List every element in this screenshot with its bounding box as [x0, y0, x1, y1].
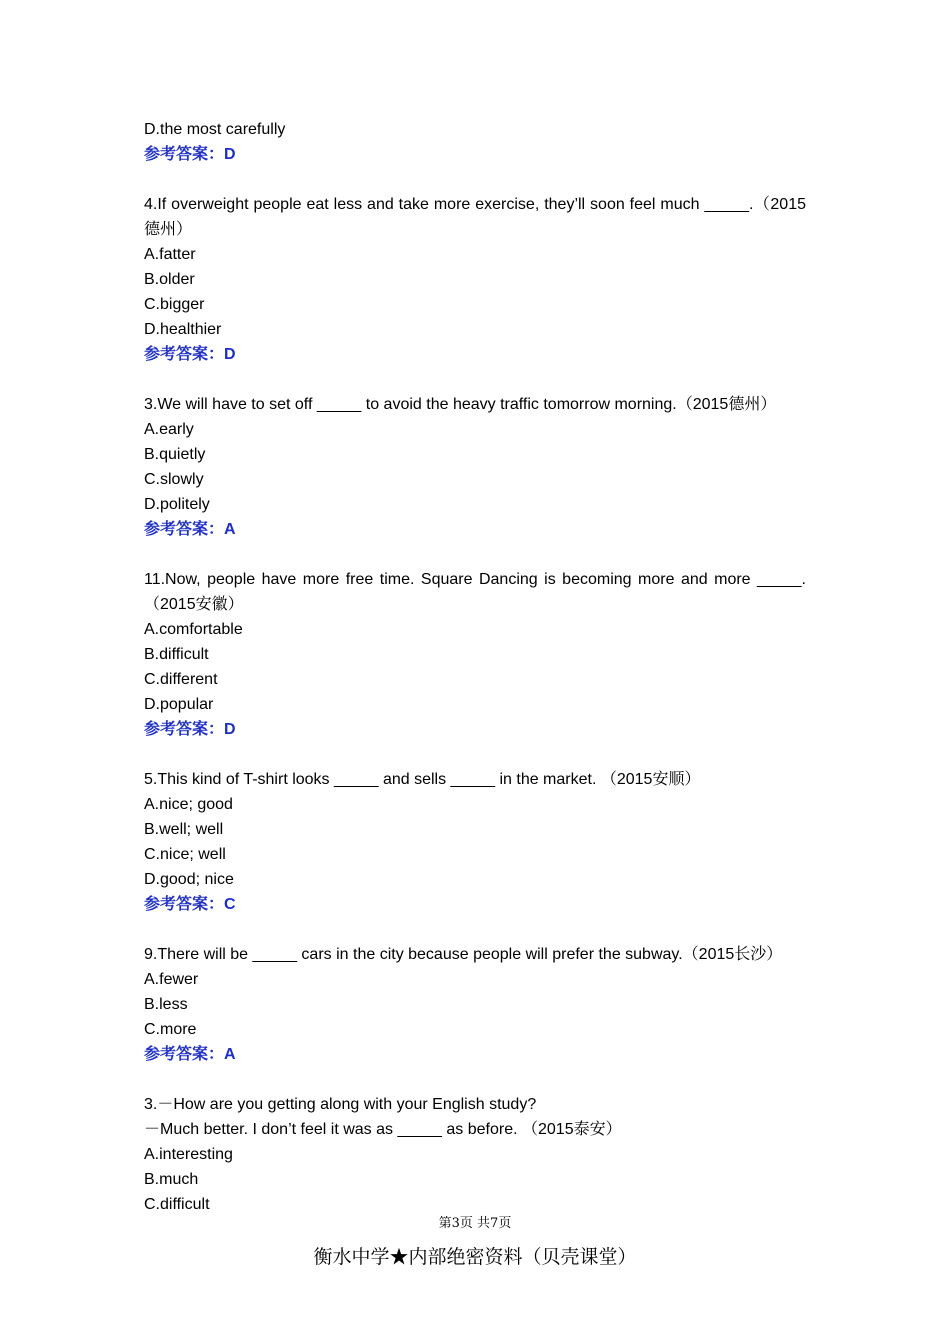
option-text: D.the most carefully: [144, 121, 286, 138]
footer-title: 衡水中学★内部绝密资料（贝壳课堂）: [313, 1246, 637, 1268]
option-text: C.difficult: [144, 1196, 210, 1213]
answer-key: 参考答案：D: [144, 721, 236, 738]
option-text: B.difficult: [144, 646, 209, 663]
answer-key: 参考答案：A: [144, 521, 236, 538]
option-text: D.good; nice: [144, 871, 234, 888]
answer-key: 参考答案：A: [144, 1046, 236, 1063]
option-text: B.much: [144, 1171, 199, 1188]
option-text: A.fatter: [144, 246, 196, 263]
option-text: D.popular: [144, 696, 214, 713]
option-text: D.politely: [144, 496, 210, 513]
question-text: 4.If overweight people eat less and take more exercise, they’ll soon feel much _____.（2015德州）: [144, 196, 806, 238]
page-number: 第3页 共7页: [438, 1216, 512, 1231]
option-text: A.nice; good: [144, 796, 233, 813]
option-text: C.bigger: [144, 296, 205, 313]
option-text: A.fewer: [144, 971, 199, 988]
option-text: B.well; well: [144, 821, 224, 838]
option-text: B.older: [144, 271, 195, 288]
option-text: C.nice; well: [144, 846, 226, 863]
option-text: A.interesting: [144, 1146, 233, 1163]
option-text: D.healthier: [144, 321, 222, 338]
option-text: A.comfortable: [144, 621, 243, 638]
answer-key: 参考答案：D: [144, 346, 236, 363]
option-text: A.early: [144, 421, 194, 438]
question-text: 3.We will have to set off _____ to avoid the heavy traffic tomorrow morning.（2015德州）: [144, 396, 777, 413]
option-text: B.quietly: [144, 446, 206, 463]
option-text: C.slowly: [144, 471, 204, 488]
question-text: 11.Now, people have more free time. Square Dancing is becoming more and more _____.（2015安徽）: [144, 571, 806, 613]
answer-key: 参考答案：C: [144, 896, 236, 913]
option-text: C.different: [144, 671, 218, 688]
question-text: 9.There will be _____ cars in the city because people will prefer the subway.（2015长沙）: [144, 946, 783, 963]
document-body: [144, 117, 806, 1217]
question-text: －Much better. I don’t feel it was as _____ as before. （2015泰安）: [144, 1121, 622, 1138]
answer-key: 参考答案：D: [144, 146, 236, 163]
option-text: C.more: [144, 1021, 197, 1038]
option-text: B.less: [144, 996, 188, 1013]
question-text: 5.This kind of T-shirt looks _____ and sells _____ in the market. （2015安顺）: [144, 771, 701, 788]
question-text: 3.－How are you getting along with your English study?: [144, 1096, 537, 1113]
